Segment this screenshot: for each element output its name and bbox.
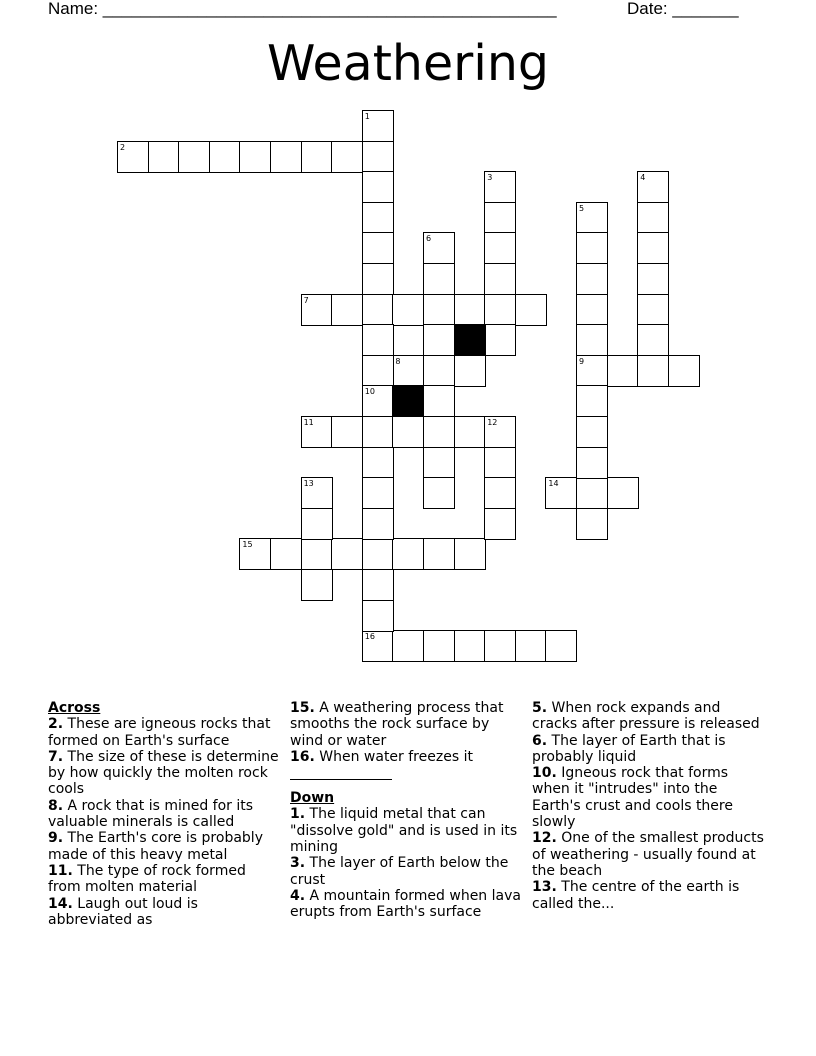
clue-across-7: 7. The size of these is determine by how quickly the molten rock cools	[48, 748, 279, 798]
crossword-cell[interactable]	[423, 477, 455, 509]
crossword-cell[interactable]	[637, 232, 669, 264]
clue-number: 3	[487, 173, 493, 183]
crossword-cell[interactable]	[484, 508, 516, 540]
clue-across-9: 9. The Earth's core is probably made of this heavy metal	[48, 830, 263, 863]
clue-across-8: 8. A rock that is mined for its valuable minerals is called	[48, 797, 254, 831]
page-title: Weathering	[266, 35, 550, 92]
crossword-cell[interactable]	[484, 630, 516, 662]
clue-down-13: 13. The centre of the earth is called the...	[532, 879, 740, 912]
crossword-cell[interactable]	[301, 294, 333, 326]
crossword-cell[interactable]	[392, 538, 424, 570]
crossword-cell[interactable]	[637, 263, 669, 295]
clue-across-2: 2. These are igneous rocks that formed on Earth's surface	[48, 716, 271, 749]
crossword-cell[interactable]	[362, 263, 394, 295]
crossword-cell[interactable]	[545, 630, 577, 662]
clues-column-2	[290, 700, 524, 921]
clue-number: 11	[303, 418, 314, 427]
crossword-cell[interactable]	[545, 477, 577, 509]
clue-number: 16	[364, 632, 375, 642]
crossword-cell[interactable]	[454, 416, 486, 448]
crossword-cell[interactable]	[362, 630, 394, 662]
clue-down-3: 3. The layer of Earth below the crust	[290, 855, 509, 888]
crossword-cell[interactable]	[392, 294, 424, 326]
crossword-cell[interactable]	[454, 630, 486, 662]
crossword-cell[interactable]	[239, 538, 271, 570]
crossword-cell[interactable]	[362, 569, 394, 601]
clue-number: 1	[364, 112, 370, 121]
clues-column-3	[532, 700, 764, 912]
crossword-cell[interactable]	[576, 447, 608, 479]
crossword-cell[interactable]	[362, 110, 394, 142]
crossword-cell[interactable]	[301, 477, 333, 509]
crossword-cell[interactable]	[576, 263, 608, 295]
crossword-cell[interactable]	[454, 538, 486, 570]
crossword-cell[interactable]	[637, 355, 669, 387]
down-heading: Down	[290, 790, 335, 807]
clue-number: 10	[364, 387, 375, 397]
crossword-cell[interactable]	[301, 416, 333, 448]
section-divider	[290, 767, 392, 780]
crossword-cell[interactable]	[515, 294, 547, 326]
clue-number: 6	[426, 234, 432, 244]
crossword-cell[interactable]	[484, 202, 516, 234]
clue-number: 4	[640, 173, 646, 183]
crossword-cell[interactable]	[484, 232, 516, 264]
crossword-cell[interactable]	[637, 324, 669, 356]
crossword-cell[interactable]	[484, 171, 516, 203]
clue-across-15: 15. A weathering process that smooths the rock surface by wind or water	[290, 700, 504, 749]
across-heading: Across	[48, 700, 101, 716]
crossword-cell[interactable]	[362, 538, 394, 570]
name-field[interactable]: Name: ________________________________________________	[48, 0, 557, 18]
crossword-cell[interactable]	[423, 538, 455, 570]
clue-number: 2	[120, 142, 126, 152]
clue-down-10: 10. Igneous rock that forms when it "intrudes" into the Earth's crust and cools there slowly	[532, 765, 733, 831]
crossword-cell[interactable]	[331, 416, 363, 448]
crossword-cell[interactable]	[576, 324, 608, 356]
date-field[interactable]: Date: _______	[627, 0, 739, 18]
crossword-cell[interactable]	[576, 355, 608, 387]
crossword-cell[interactable]	[576, 508, 608, 540]
crossword-cell[interactable]	[484, 416, 516, 448]
crossword-cell[interactable]	[515, 630, 547, 662]
crossword-cell[interactable]	[362, 600, 394, 632]
clues-column-1	[48, 700, 280, 928]
crossword-cell[interactable]	[637, 171, 669, 203]
crossword-cell[interactable]	[331, 294, 363, 326]
crossword-cell[interactable]	[362, 355, 394, 387]
crossword-cell[interactable]	[576, 232, 608, 264]
crossword-cell[interactable]	[423, 324, 455, 356]
crossword-cell[interactable]	[362, 324, 394, 356]
clue-down-1: 1. The liquid metal that can "dissolve gold" and is used in its mining	[290, 806, 518, 856]
crossword-cell[interactable]	[362, 171, 394, 203]
crossword-cell[interactable]	[209, 141, 241, 173]
crossword-cell[interactable]	[270, 538, 302, 570]
crossword-cell[interactable]	[423, 447, 455, 479]
crossword-cell[interactable]	[301, 538, 333, 570]
crossword-cell[interactable]	[362, 477, 394, 509]
crossword-cell[interactable]	[270, 141, 302, 173]
crossword-cell[interactable]	[668, 355, 700, 387]
crossword-cell[interactable]	[484, 263, 516, 295]
clue-number: 13	[303, 479, 314, 489]
crossword-cell[interactable]	[301, 141, 333, 173]
crossword-cell[interactable]	[362, 508, 394, 540]
crossword-cell[interactable]	[484, 477, 516, 509]
clue-across-14: 14. Laugh out loud is abbreviated as	[48, 895, 198, 928]
crossword-cell[interactable]	[331, 538, 363, 570]
crossword-cell[interactable]	[362, 232, 394, 264]
crossword-cell[interactable]	[362, 141, 394, 173]
crossword-cell[interactable]	[576, 385, 608, 417]
clue-number: 12	[487, 418, 498, 427]
clue-across-16: 16. When water freezes it	[290, 748, 473, 765]
crossword-cell[interactable]	[576, 477, 608, 509]
clue-across-11: 11. The type of rock formed from molten material	[48, 862, 246, 896]
crossword-cell[interactable]	[576, 416, 608, 448]
crossword-cell[interactable]	[392, 630, 424, 662]
crossword-cell[interactable]	[301, 569, 333, 601]
crossword-cell[interactable]	[607, 477, 639, 509]
clue-number: 7	[303, 295, 309, 305]
crossword-cell[interactable]	[484, 324, 516, 356]
crossword-cell[interactable]	[576, 294, 608, 326]
crossword-cell[interactable]	[301, 508, 333, 540]
crossword-cell[interactable]	[362, 447, 394, 479]
crossword-cell[interactable]	[607, 355, 639, 387]
crossword-cell[interactable]	[484, 447, 516, 479]
clue-number: 5	[579, 203, 585, 213]
clue-down-5: 5. When rock expands and cracks after pressure is released	[532, 700, 760, 733]
crossword-cell[interactable]	[423, 416, 455, 448]
crossword-cell[interactable]	[423, 232, 455, 264]
crossword-black-cell	[454, 324, 486, 356]
crossword-cell[interactable]	[362, 202, 394, 234]
crossword-cell[interactable]	[362, 416, 394, 448]
clue-number: 14	[548, 479, 559, 489]
crossword-cell[interactable]	[637, 294, 669, 326]
clue-down-4: 4. A mountain formed when lava erupts from Earth's surface	[290, 887, 521, 921]
crossword-cell[interactable]	[117, 141, 149, 173]
clue-number: 15	[242, 540, 253, 550]
crossword-cell[interactable]	[178, 141, 210, 173]
crossword-cell[interactable]	[362, 385, 394, 417]
crossword-cell[interactable]	[362, 294, 394, 326]
crossword-cell[interactable]	[454, 294, 486, 326]
crossword-cell[interactable]	[423, 294, 455, 326]
crossword-cell[interactable]	[484, 294, 516, 326]
crossword-cell[interactable]	[423, 355, 455, 387]
crossword-cell[interactable]	[148, 141, 180, 173]
crossword-cell[interactable]	[637, 202, 669, 234]
crossword-cell[interactable]	[331, 141, 363, 173]
crossword-cell[interactable]	[392, 416, 424, 448]
crossword-black-cell	[392, 385, 424, 417]
crossword-cell[interactable]	[239, 141, 271, 173]
clue-down-6: 6. The layer of Earth that is probably liquid	[532, 732, 726, 765]
crossword-cell[interactable]	[392, 355, 424, 387]
crossword-cell[interactable]	[423, 263, 455, 295]
crossword-cell[interactable]	[423, 385, 455, 417]
clue-number: 9	[579, 356, 585, 366]
crossword-cell[interactable]	[423, 630, 455, 662]
crossword-cell[interactable]	[454, 355, 486, 387]
clue-number: 8	[395, 356, 401, 366]
crossword-cell[interactable]	[576, 202, 608, 234]
clue-down-12: 12. One of the smallest products of weathering - usually found at the beach	[532, 830, 764, 879]
